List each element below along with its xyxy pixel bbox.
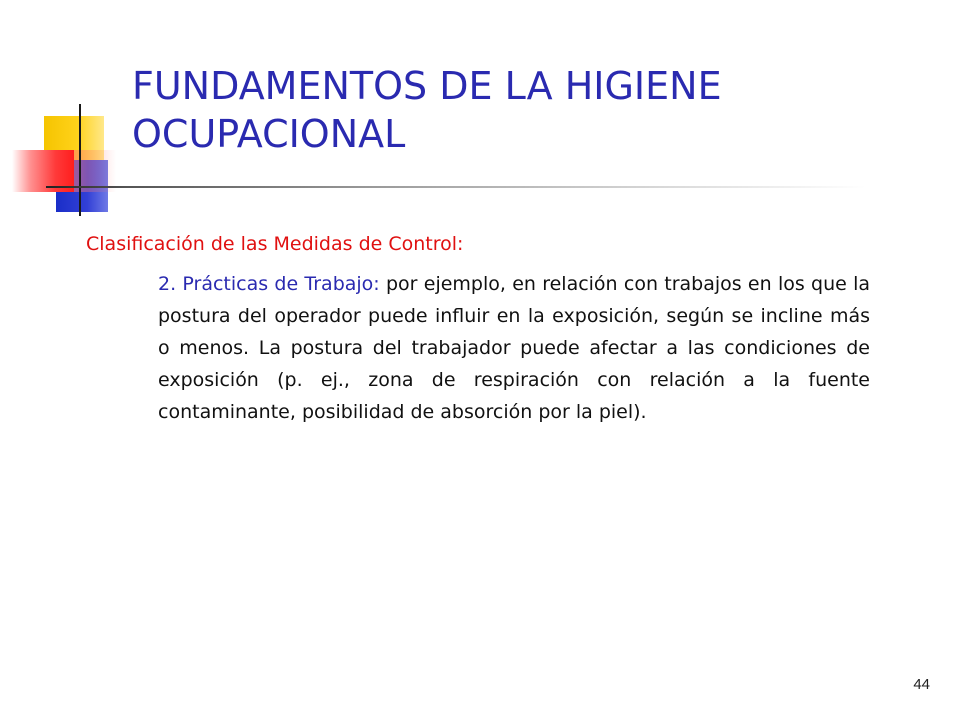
- slide-title: FUNDAMENTOS DE LA HIGIENE OCUPACIONAL: [132, 64, 722, 156]
- section-subtitle: Clasificación de las Medidas de Control:: [86, 233, 464, 255]
- item-lead: 2. Prácticas de Trabajo:: [158, 273, 380, 295]
- decorative-vertical-line: [79, 104, 81, 216]
- title-underline: [46, 186, 866, 188]
- body-paragraph: [158, 268, 870, 428]
- page-number: 44: [913, 676, 930, 693]
- item-body: por ejemplo, en relación con trabajos en los que la postura del operador puede influir en la exposición, según se incline más o menos. La postura del trabajador puede afectar a las condiciones de exposición (p. ej., zona de respiración con relación a la fuente contaminante, posibilidad de absorción por la piel).: [158, 273, 870, 423]
